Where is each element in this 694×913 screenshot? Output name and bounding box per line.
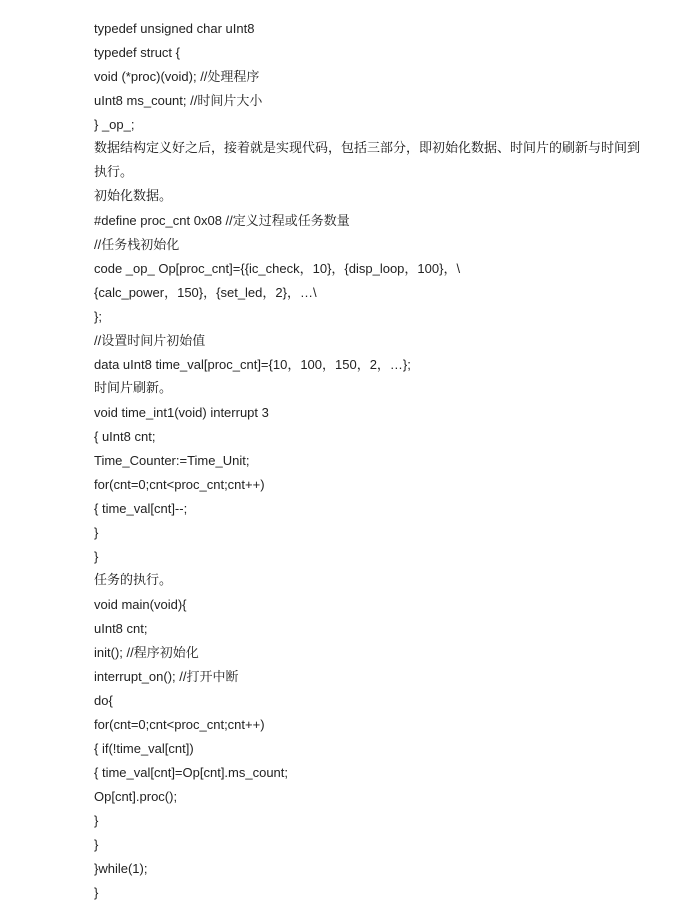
code-line: { if(!time_val[cnt]) [94,741,194,756]
code-line: {calc_power，150}，{set_led，2}，…\ [94,285,317,300]
code-line: } _op_; [94,117,135,132]
paragraph-line: 任务的执行。 [94,573,173,588]
code-line: uInt8 ms_count; //时间片大小 [94,93,263,108]
code-line: { time_val[cnt]=Op[cnt].ms_count; [94,765,289,780]
code-line: uInt8 cnt; [94,621,148,636]
code-line: } [94,813,99,828]
article-body [94,17,684,905]
code-line: //任务栈初始化 [94,237,180,252]
code-line: //设置时间片初始值 [94,333,206,348]
code-line: interrupt_on(); //打开中断 [94,669,239,684]
code-line: data uInt8 time_val[proc_cnt]={10，100，150，2，…}; [94,357,411,372]
code-line: Op[cnt].proc(); [94,789,178,804]
paragraph-line: 执行。 [94,165,134,180]
code-line: for(cnt=0;cnt<proc_cnt;cnt++) [94,717,265,732]
code-line: } [94,549,99,564]
code-line: void time_int1(void) interrupt 3 [94,405,269,420]
code-line: do{ [94,693,113,708]
code-line: } [94,885,99,900]
paragraph-line: 时间片刷新。 [94,381,173,396]
code-line: { time_val[cnt]--; [94,501,188,516]
code-line: } [94,525,99,540]
code-line: for(cnt=0;cnt<proc_cnt;cnt++) [94,477,265,492]
code-line: }while(1); [94,861,148,876]
code-line: }; [94,309,102,324]
paragraph-line: 初始化数据。 [94,189,173,204]
code-line: void (*proc)(void); //处理程序 [94,69,260,84]
code-line: typedef struct { [94,45,180,60]
code-line: Time_Counter:=Time_Unit; [94,453,250,468]
code-line: { uInt8 cnt; [94,429,156,444]
code-line: #define proc_cnt 0x08 //定义过程或任务数量 [94,213,350,228]
code-line: code _op_ Op[proc_cnt]={{ic_check，10}，{disp_loop，100}，\ [94,261,461,276]
code-line: typedef unsigned char uInt8 [94,21,255,36]
code-line: } [94,837,99,852]
paragraph-line: 数据结构定义好之后，接着就是实现代码，包括三部分，即初始化数据、时间片的刷新与时间到 [94,141,641,156]
code-line: void main(void){ [94,597,187,612]
code-line: init(); //程序初始化 [94,645,199,660]
